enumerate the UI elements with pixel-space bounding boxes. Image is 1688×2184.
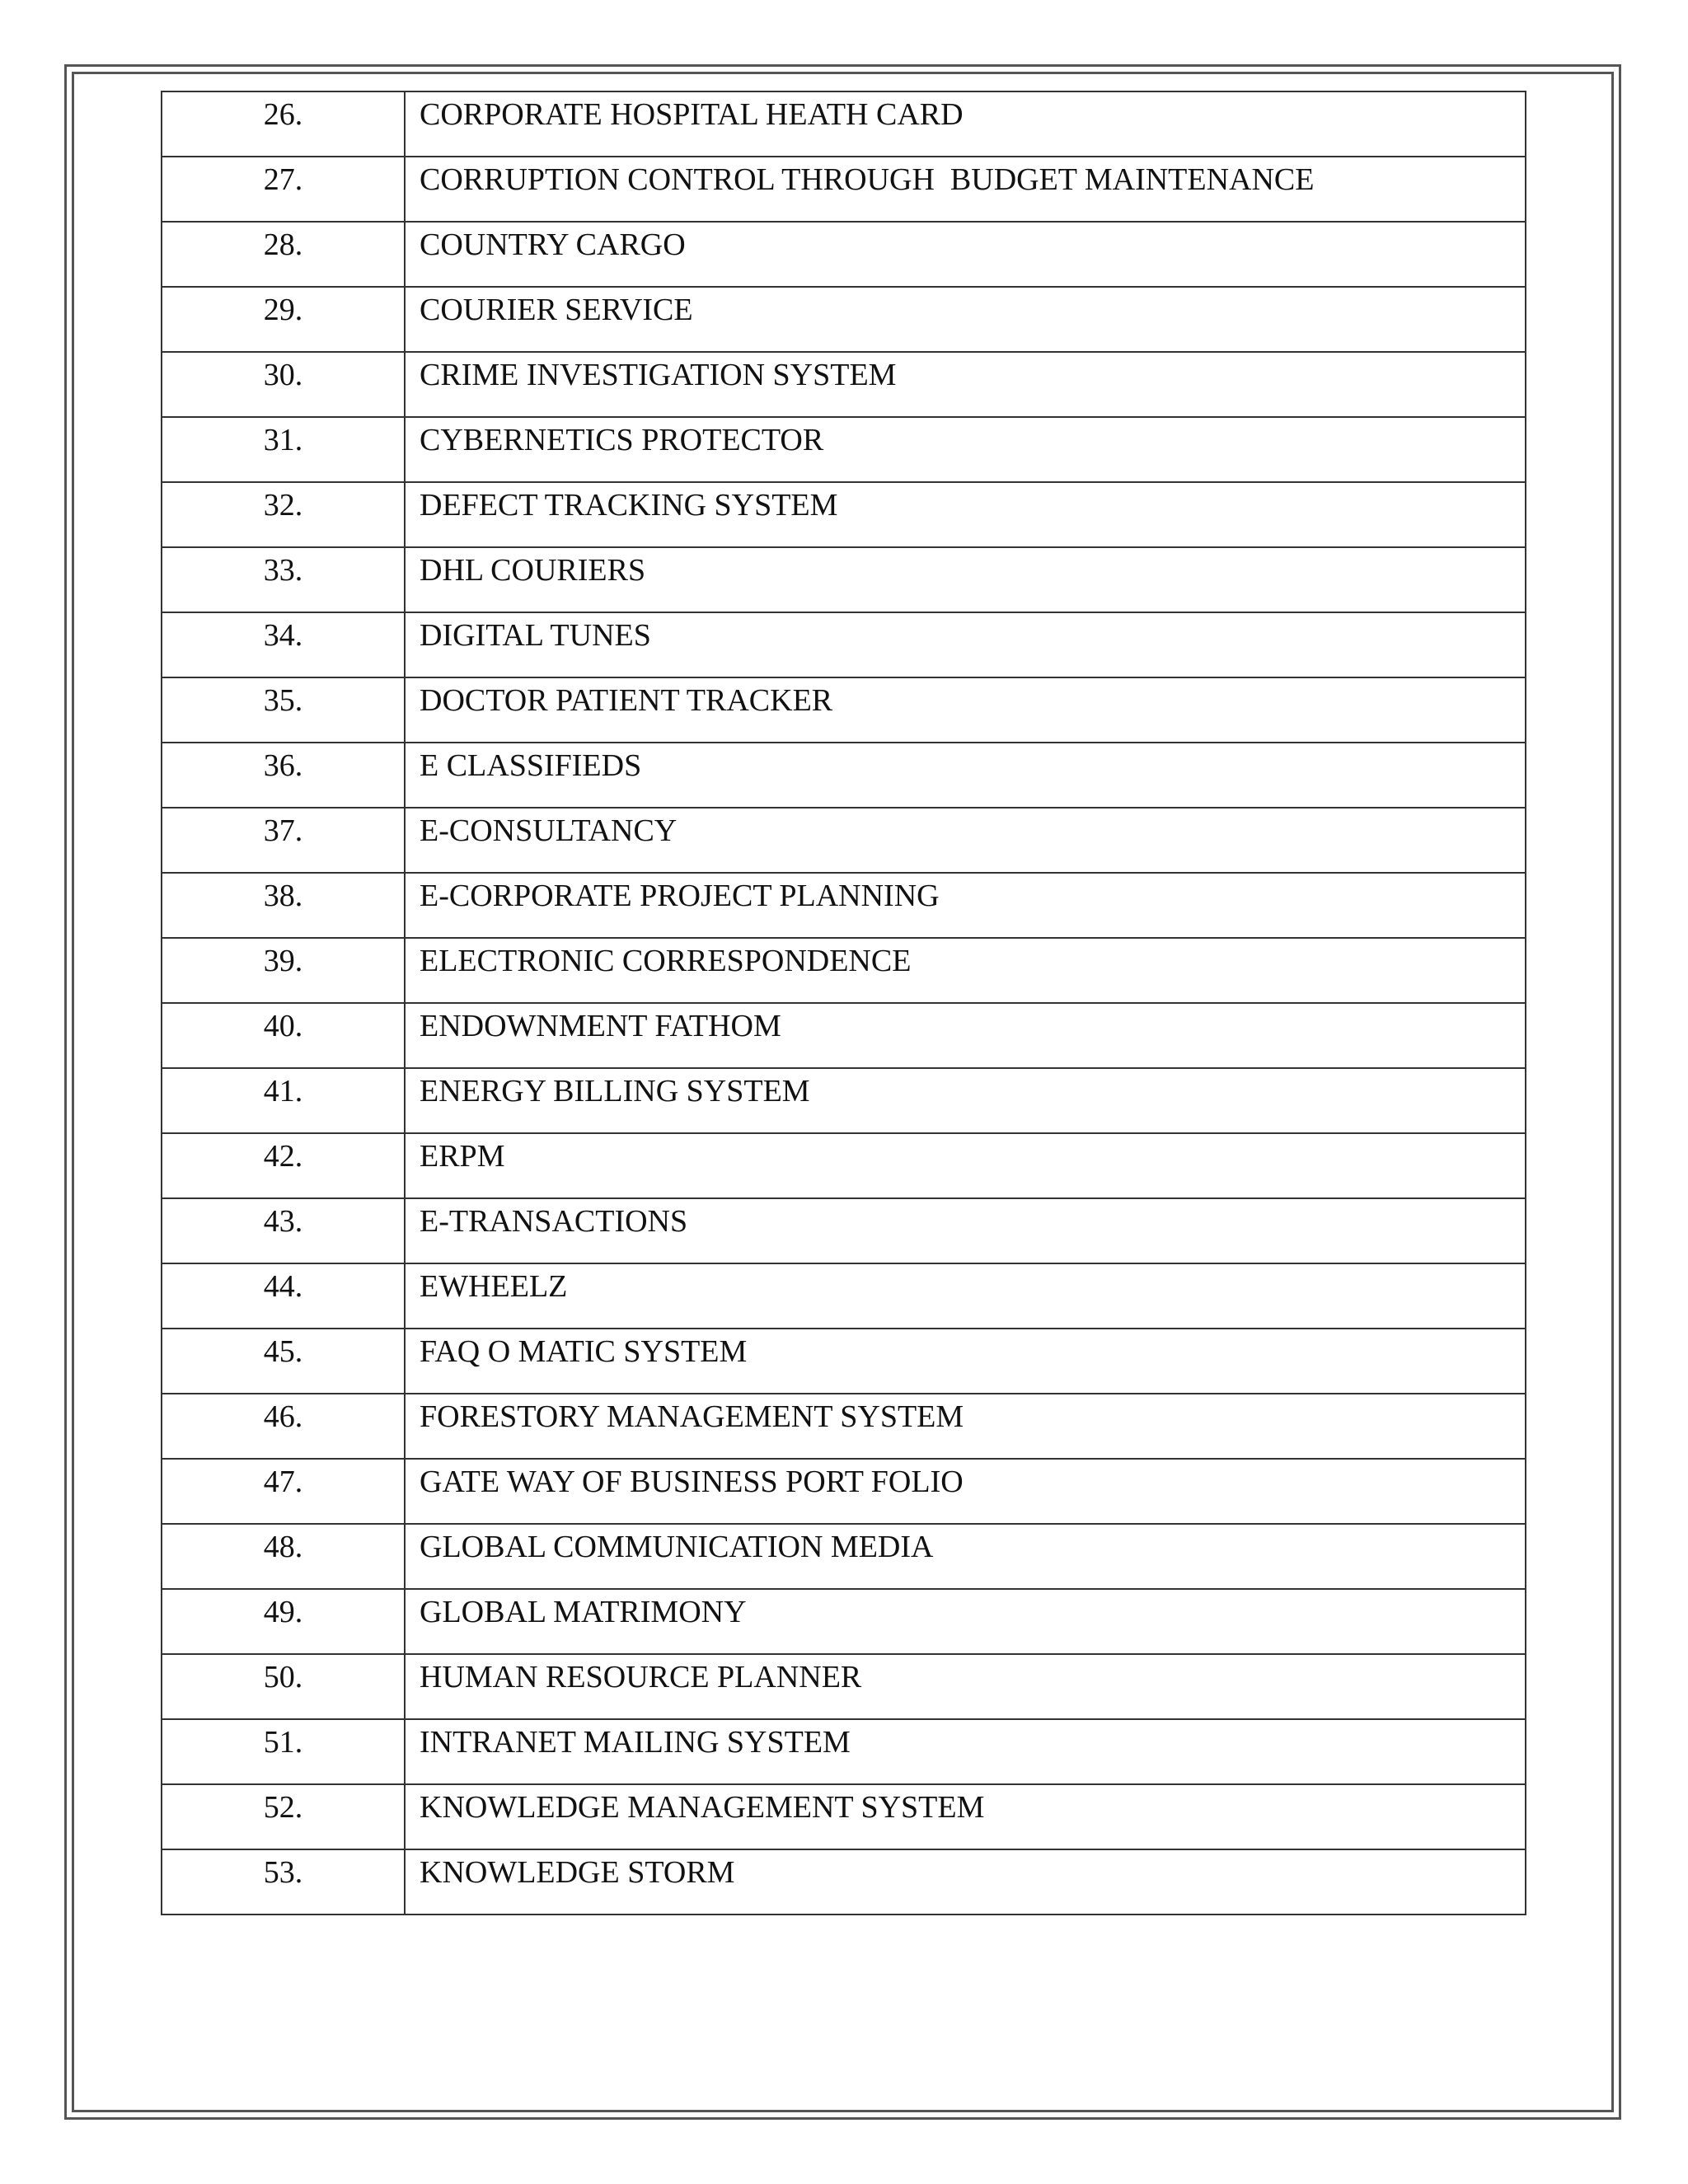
project-title-cell — [405, 287, 1526, 352]
project-list-body — [162, 91, 1526, 1915]
table-row — [162, 1329, 1526, 1394]
table-row — [162, 677, 1526, 743]
project-title-cell — [405, 1589, 1526, 1654]
row-number: 28. — [263, 227, 303, 262]
project-title-cell — [405, 1654, 1526, 1719]
row-number: 27. — [263, 162, 303, 197]
row-number: 46. — [263, 1399, 303, 1434]
project-title: GLOBAL MATRIMONY — [420, 1595, 747, 1629]
project-title: CYBERNETICS PROTECTOR — [420, 423, 824, 457]
project-title-cell — [405, 873, 1526, 938]
row-number: 52. — [263, 1790, 303, 1825]
table-row — [162, 1719, 1526, 1784]
row-number: 41. — [263, 1074, 303, 1108]
table-row — [162, 222, 1526, 287]
project-title: DOCTOR PATIENT TRACKER — [420, 683, 833, 718]
table-row — [162, 612, 1526, 677]
project-title: E-CONSULTANCY — [420, 813, 678, 848]
row-number-cell — [162, 1524, 405, 1589]
project-title-cell — [405, 938, 1526, 1003]
row-number: 45. — [263, 1334, 303, 1369]
row-number: 53. — [263, 1855, 303, 1890]
row-number-cell — [162, 1784, 405, 1849]
project-title: E-CORPORATE PROJECT PLANNING — [420, 879, 940, 913]
project-title-cell — [405, 547, 1526, 612]
table-row — [162, 1068, 1526, 1133]
table-row — [162, 1849, 1526, 1915]
project-title: DHL COURIERS — [420, 553, 646, 588]
row-number-cell — [162, 417, 405, 482]
project-title-cell — [405, 417, 1526, 482]
project-title: KNOWLEDGE STORM — [420, 1855, 735, 1890]
row-number: 29. — [263, 293, 303, 327]
table-row — [162, 287, 1526, 352]
table-row — [162, 547, 1526, 612]
row-number-cell — [162, 873, 405, 938]
row-number: 32. — [263, 488, 303, 523]
row-number: 34. — [263, 618, 303, 653]
project-title-cell — [405, 1329, 1526, 1394]
row-number: 39. — [263, 944, 303, 978]
project-title: GLOBAL COMMUNICATION MEDIA — [420, 1530, 934, 1564]
project-title: CORRUPTION CONTROL THROUGH BUDGET MAINTENANCE — [420, 162, 1315, 197]
row-number: 38. — [263, 879, 303, 913]
row-number: 48. — [263, 1530, 303, 1564]
project-title: DIGITAL TUNES — [420, 618, 651, 653]
row-number-cell — [162, 938, 405, 1003]
row-number-cell — [162, 157, 405, 222]
row-number-cell — [162, 287, 405, 352]
row-number: 42. — [263, 1139, 303, 1174]
table-row — [162, 1263, 1526, 1329]
table-row — [162, 808, 1526, 873]
project-title: ELECTRONIC CORRESPONDENCE — [420, 944, 912, 978]
table-row — [162, 873, 1526, 938]
row-number: 36. — [263, 748, 303, 783]
row-number: 26. — [263, 97, 303, 132]
row-number: 43. — [263, 1204, 303, 1239]
row-number-cell — [162, 743, 405, 808]
project-title-cell — [405, 808, 1526, 873]
project-title-cell — [405, 1719, 1526, 1784]
table-row — [162, 1394, 1526, 1459]
row-number-cell — [162, 482, 405, 547]
project-title: ENDOWNMENT FATHOM — [420, 1009, 781, 1043]
row-number: 30. — [263, 358, 303, 392]
row-number: 37. — [263, 813, 303, 848]
row-number-cell — [162, 222, 405, 287]
row-number-cell — [162, 1654, 405, 1719]
project-title-cell — [405, 1849, 1526, 1915]
row-number-cell — [162, 1068, 405, 1133]
project-title: CORPORATE HOSPITAL HEATH CARD — [420, 97, 964, 132]
row-number-cell — [162, 352, 405, 417]
project-title-cell — [405, 1784, 1526, 1849]
project-title-cell — [405, 222, 1526, 287]
project-title: DEFECT TRACKING SYSTEM — [420, 488, 838, 523]
table-row — [162, 1133, 1526, 1198]
project-title: COUNTRY CARGO — [420, 227, 686, 262]
row-number: 50. — [263, 1660, 303, 1694]
project-title-cell — [405, 1394, 1526, 1459]
row-number-cell — [162, 1133, 405, 1198]
project-title: HUMAN RESOURCE PLANNER — [420, 1660, 862, 1694]
row-number: 47. — [263, 1465, 303, 1499]
project-title: KNOWLEDGE MANAGEMENT SYSTEM — [420, 1790, 985, 1825]
project-title: E-TRANSACTIONS — [420, 1204, 688, 1239]
project-title-cell — [405, 612, 1526, 677]
row-number-cell — [162, 1329, 405, 1394]
table-row — [162, 91, 1526, 157]
table-row — [162, 157, 1526, 222]
project-title: FAQ O MATIC SYSTEM — [420, 1334, 748, 1369]
project-title-cell — [405, 743, 1526, 808]
project-title: ERPM — [420, 1139, 505, 1174]
row-number: 40. — [263, 1009, 303, 1043]
project-title-cell — [405, 1003, 1526, 1068]
row-number-cell — [162, 1198, 405, 1263]
table-row — [162, 1589, 1526, 1654]
row-number: 35. — [263, 683, 303, 718]
row-number-cell — [162, 1459, 405, 1524]
row-number-cell — [162, 612, 405, 677]
project-title: INTRANET MAILING SYSTEM — [420, 1725, 851, 1760]
table-row — [162, 417, 1526, 482]
project-title-cell — [405, 1198, 1526, 1263]
row-number-cell — [162, 547, 405, 612]
project-title-cell — [405, 157, 1526, 222]
project-title: EWHEELZ — [420, 1269, 568, 1304]
project-title: GATE WAY OF BUSINESS PORT FOLIO — [420, 1465, 964, 1499]
row-number-cell — [162, 1849, 405, 1915]
project-title-cell — [405, 1133, 1526, 1198]
row-number-cell — [162, 1719, 405, 1784]
project-title-cell — [405, 1263, 1526, 1329]
row-number: 33. — [263, 553, 303, 588]
table-row — [162, 743, 1526, 808]
project-title-cell — [405, 1068, 1526, 1133]
project-title-cell — [405, 482, 1526, 547]
project-title-cell — [405, 1459, 1526, 1524]
row-number: 49. — [263, 1595, 303, 1629]
project-title: ENERGY BILLING SYSTEM — [420, 1074, 810, 1108]
project-title: FORESTORY MANAGEMENT SYSTEM — [420, 1399, 964, 1434]
table-row — [162, 1459, 1526, 1524]
project-title-cell — [405, 352, 1526, 417]
project-title-cell — [405, 1524, 1526, 1589]
table-row — [162, 1198, 1526, 1263]
table-row — [162, 938, 1526, 1003]
row-number-cell — [162, 1589, 405, 1654]
table-row — [162, 1654, 1526, 1719]
project-list-table — [161, 91, 1526, 1915]
table-row — [162, 1784, 1526, 1849]
table-row — [162, 352, 1526, 417]
project-title-cell — [405, 91, 1526, 157]
row-number: 44. — [263, 1269, 303, 1304]
row-number: 31. — [263, 423, 303, 457]
row-number-cell — [162, 808, 405, 873]
row-number-cell — [162, 91, 405, 157]
row-number-cell — [162, 677, 405, 743]
table-row — [162, 482, 1526, 547]
project-title-cell — [405, 677, 1526, 743]
row-number: 51. — [263, 1725, 303, 1760]
table-row — [162, 1524, 1526, 1589]
project-title: COURIER SERVICE — [420, 293, 693, 327]
project-title: E CLASSIFIEDS — [420, 748, 642, 783]
row-number-cell — [162, 1263, 405, 1329]
row-number-cell — [162, 1394, 405, 1459]
table-row — [162, 1003, 1526, 1068]
row-number-cell — [162, 1003, 405, 1068]
project-title: CRIME INVESTIGATION SYSTEM — [420, 358, 897, 392]
